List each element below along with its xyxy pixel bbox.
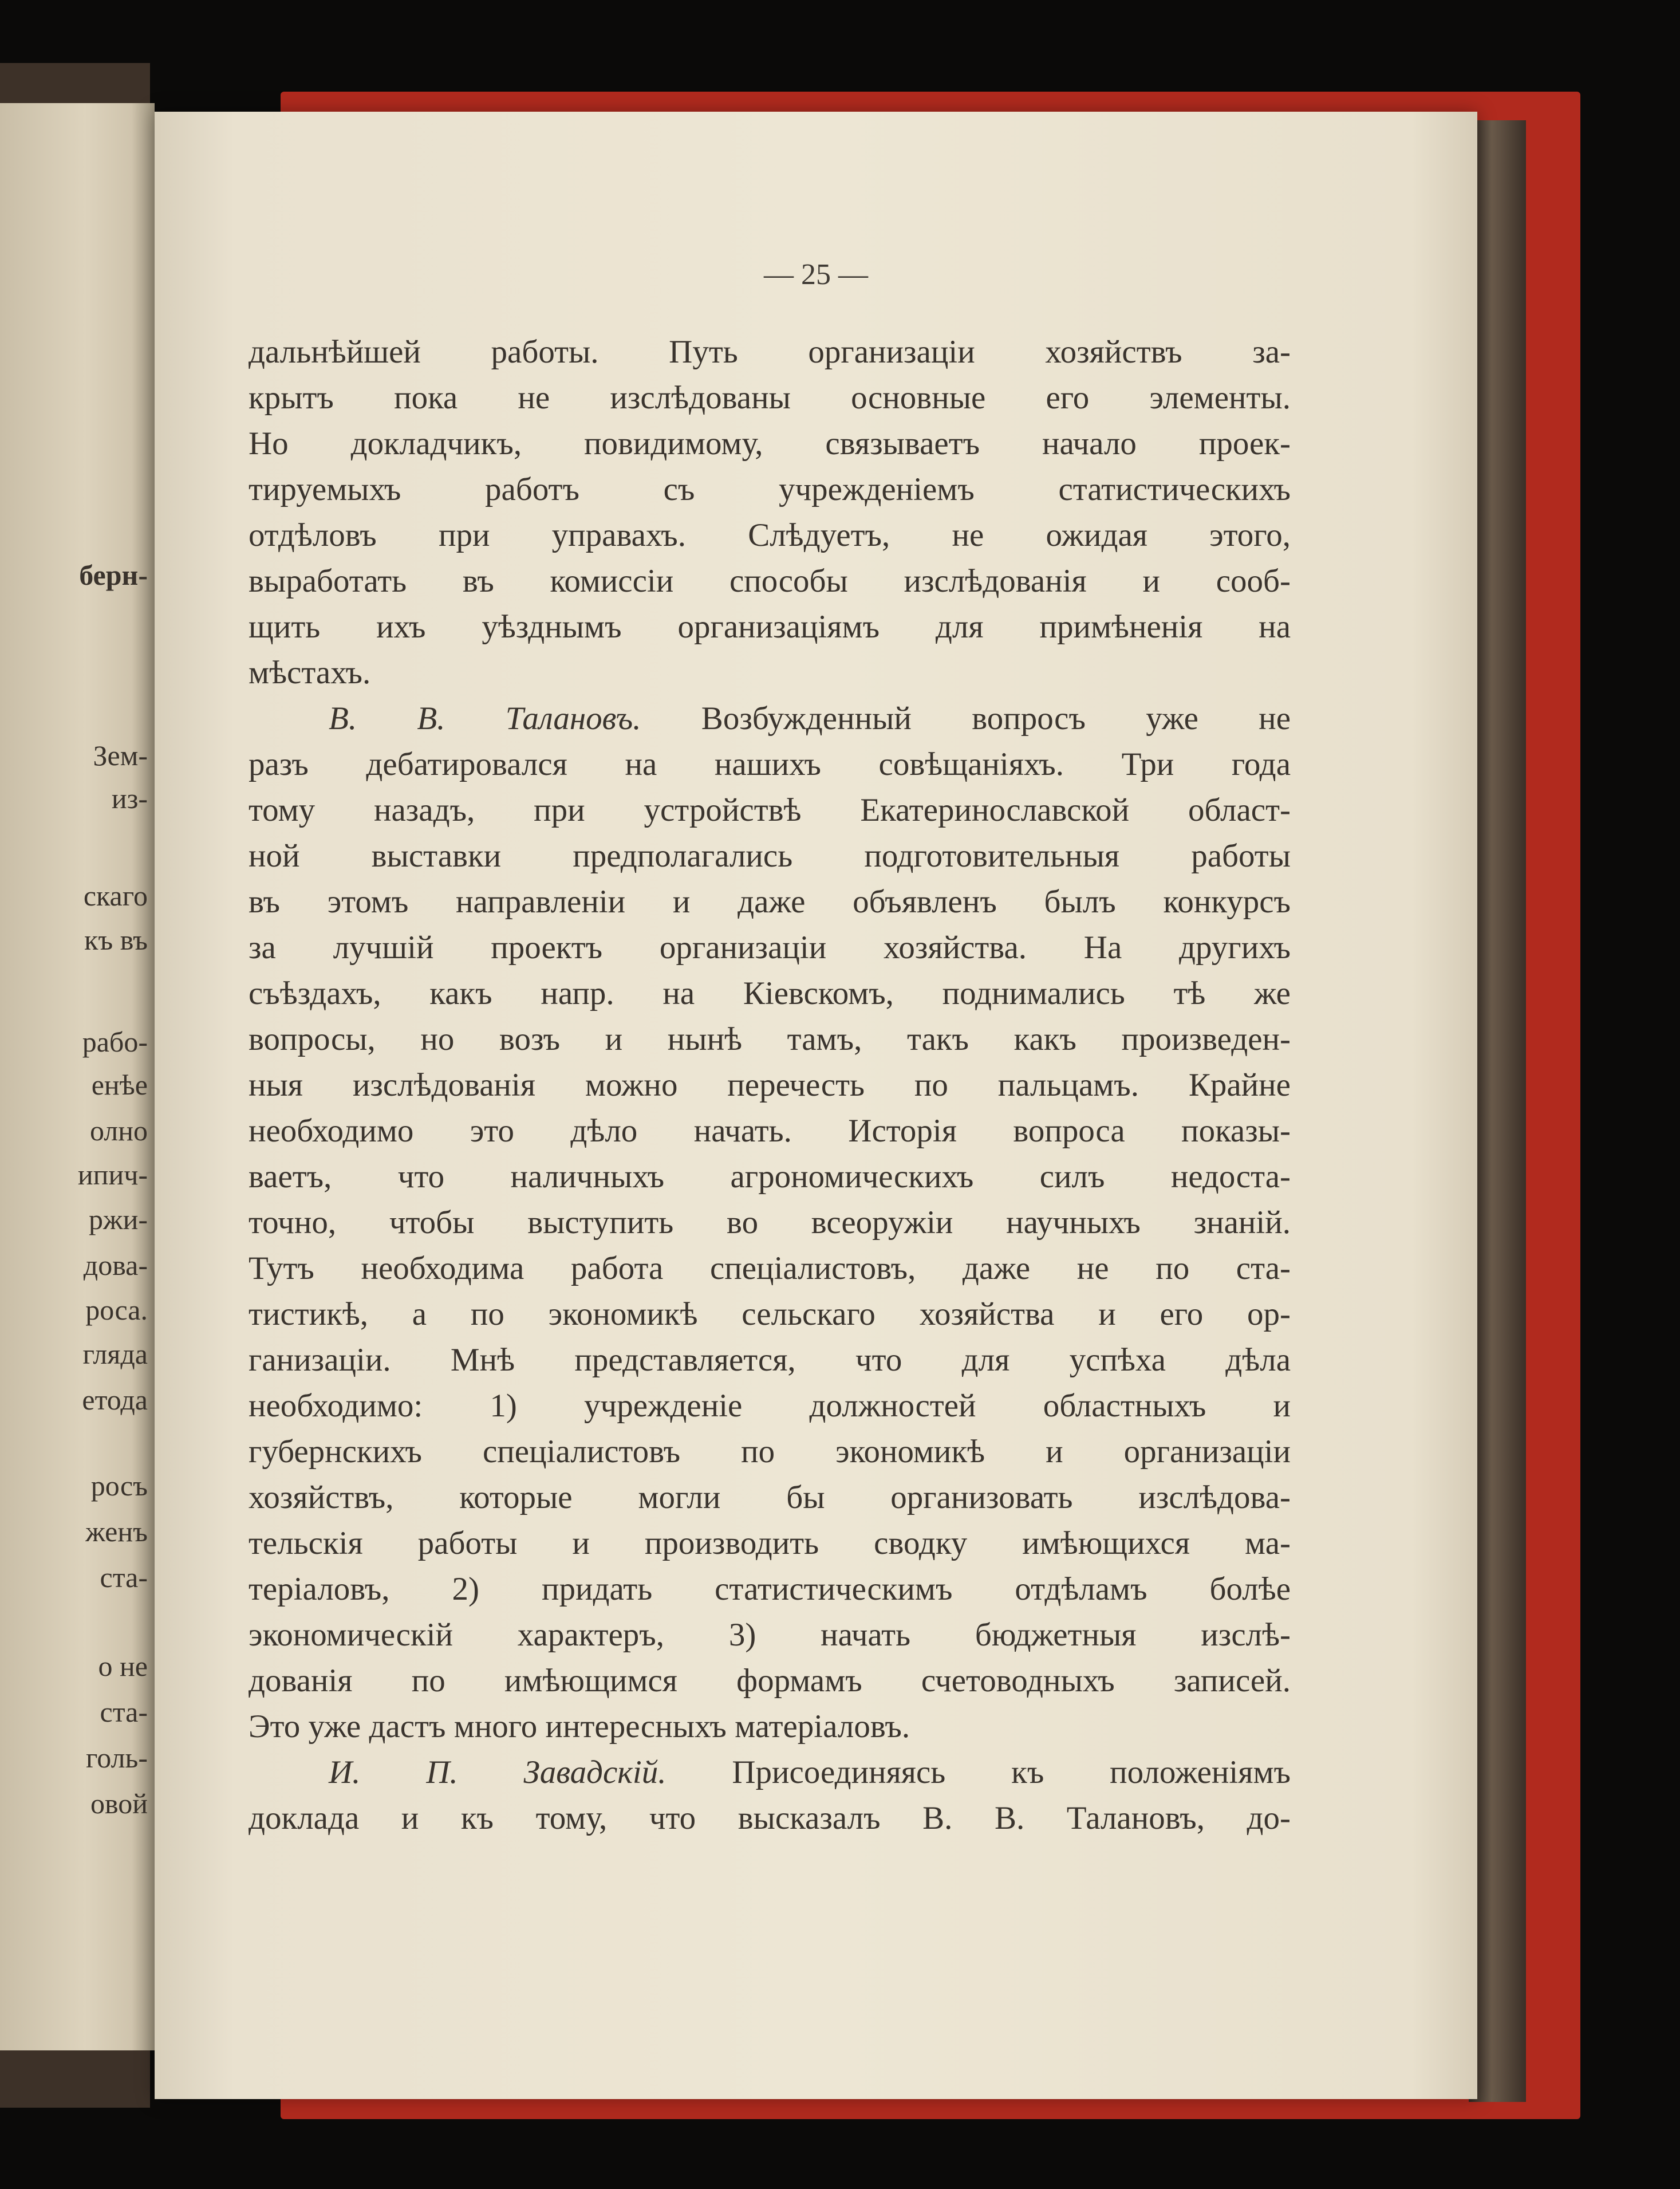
left-page-fragment: къ въ (84, 924, 148, 956)
left-page-fragment: олно (89, 1115, 148, 1147)
text-line: доклада и къ тому, что высказалъ В. В. Талановъ, до- (249, 1800, 1291, 1836)
text-line: тистикѣ, а по экономикѣ сельскаго хозяйства и его ор- (249, 1296, 1291, 1332)
text-line: Но докладчикъ, повидимому, связываетъ начало проек- (249, 426, 1291, 462)
text-line: ной выставки предполагались подготовительныя работы (249, 838, 1291, 874)
left-page-fragment: Зем- (93, 739, 148, 771)
text-line: тому назадъ, при устройствѣ Екатеринославской област- (249, 792, 1291, 828)
speaker-name: В. В. Талановъ. (329, 700, 641, 737)
text-line: съѣздахъ, какъ напр. на Кіевскомъ, поднимались тѣ же (249, 975, 1291, 1011)
text-line: выработать въ комиссіи способы изслѣдованія и сооб- (249, 563, 1291, 599)
text-line (249, 696, 1291, 742)
text-line: дальнѣйшей работы. Путь организаціи хозяйствъ за- (249, 334, 1291, 370)
text-line: необходимо это дѣло начать. Исторія вопроса показы- (249, 1113, 1291, 1149)
left-page-fragment: росъ (90, 1470, 148, 1502)
text-line: Тутъ необходима работа спеціалистовъ, даже не по ста- (249, 1250, 1291, 1286)
text-line: губернскихъ спеціалистовъ по экономикѣ и организаціи (249, 1434, 1291, 1470)
text-line: вопросы, но возъ и нынѣ тамъ, такъ какъ произведен- (249, 1021, 1291, 1057)
text-line: за лучшій проектъ организаціи хозяйства. На другихъ (249, 930, 1291, 966)
left-page-fragment: дова- (83, 1249, 148, 1281)
left-page-fragment: ста- (100, 1561, 148, 1593)
left-binding-top (0, 63, 150, 109)
text-line (249, 1750, 1291, 1796)
line-text: Присоединяясь къ положеніямъ (666, 1754, 1291, 1790)
text-line: крытъ пока не изслѣдованы основные его элементы. (249, 380, 1291, 416)
text-line: щить ихъ уѣзднымъ организаціямъ для примѣненія на (249, 609, 1291, 645)
left-page-fragment: женъ (85, 1515, 148, 1548)
page-edges (1469, 120, 1526, 2102)
speaker-name: И. П. Завадскій. (329, 1754, 667, 1790)
left-page-fragment: етода (82, 1384, 148, 1416)
book-page (155, 112, 1477, 2099)
text-line: ваетъ, что наличныхъ агрономическихъ силъ недоста- (249, 1159, 1291, 1195)
line-text: Возбужденный вопросъ уже не (641, 700, 1291, 737)
left-page-fragment: енѣе (91, 1069, 148, 1101)
left-page-fragment: овой (90, 1788, 148, 1820)
left-page-fragment: скаго (83, 880, 148, 912)
text-line: теріаловъ, 2) придать статистическимъ отдѣламъ болѣе (249, 1571, 1291, 1607)
text-line: точно, чтобы выступить во всеоружіи научныхъ знаній. (249, 1204, 1291, 1241)
text-line: разъ дебатировался на нашихъ совѣщаніяхъ. Три года (249, 746, 1291, 782)
text-line: ныя изслѣдованія можно перечесть по пальцамъ. Крайне (249, 1067, 1291, 1103)
left-page-fragment: берн- (79, 559, 148, 591)
text-line: Это уже дастъ много интересныхъ матеріаловъ. (249, 1708, 910, 1745)
left-page-fragment: роса. (85, 1294, 148, 1326)
text-line: въ этомъ направленіи и даже объявленъ былъ конкурсъ (249, 884, 1291, 920)
left-page-fragment: ста- (100, 1696, 148, 1728)
page-number: — 25 — (764, 258, 868, 291)
left-page-fragment: голь- (85, 1742, 148, 1774)
text-line: хозяйствъ, которые могли бы организовать изслѣдова- (249, 1479, 1291, 1515)
left-page-fragment: ржи- (89, 1203, 148, 1235)
text-line: мѣстахъ. (249, 655, 371, 691)
left-page-fragment: рабо- (82, 1026, 148, 1058)
text-line: дованія по имѣющимся формамъ счетоводныхъ записей. (249, 1663, 1291, 1699)
text-line: отдѣловъ при управахъ. Слѣдуетъ, не ожидая этого, (249, 517, 1291, 553)
text-line: тельскія работы и производить сводку имѣющихся ма- (249, 1525, 1291, 1561)
text-line: тируемыхъ работъ съ учрежденіемъ статистическихъ (249, 471, 1291, 507)
left-page-fragment: о не (98, 1650, 148, 1682)
text-line: ганизаціи. Мнѣ представляется, что для успѣха дѣла (249, 1342, 1291, 1378)
text-line: необходимо: 1) учрежденіе должностей областныхъ и (249, 1388, 1291, 1424)
text-line: экономическій характеръ, 3) начать бюджетныя изслѣ- (249, 1617, 1291, 1653)
left-page-fragment: из- (111, 782, 148, 814)
left-page-fragment: гляда (82, 1338, 148, 1370)
left-page-fragment: ипич- (77, 1159, 148, 1191)
page-body (249, 329, 1291, 1841)
